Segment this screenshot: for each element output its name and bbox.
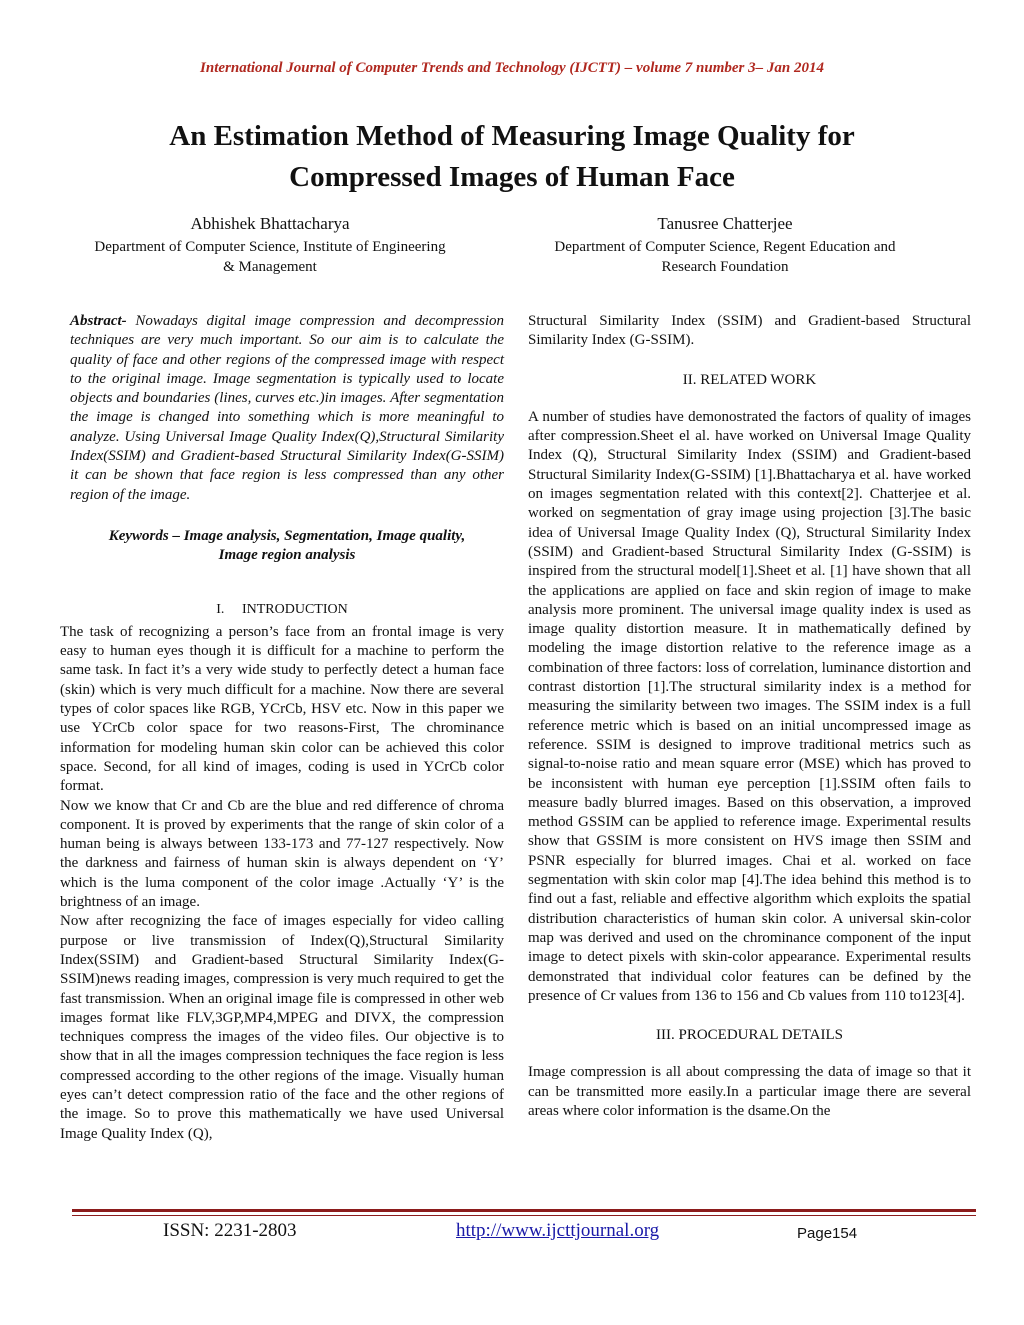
author-affiliation: Department of Computer Science, Regent Education and (554, 239, 896, 255)
author-name: Tanusree Chatterjee (657, 214, 793, 233)
title-line-1: An Estimation Method of Measuring Image Quality for (169, 120, 855, 152)
keywords-line-2: Image region analysis (218, 547, 356, 564)
section-initial: I (241, 601, 247, 617)
footer-issn: ISSN: 2231-2803 (163, 1220, 297, 1241)
left-column (60, 312, 504, 1144)
author-block-1 (70, 214, 470, 277)
related-work-text: A number of studies have demonostrated the factors of quality of images after compression.Sheet el al. have worked on Universal Image Quality Index (Q), Structural Similarity Index (SSIM) and Gradient-based Structural Similarity Index(G-SSIM) [1].Bhattacharya et al. have worked on images segmentation related with this context[2]. Chatterjee et al. worked on segmentation of gray image using projection [3].The basic idea of Universal Image Quality Index (Q), Structural Similarity Index (SSIM) and Gradient-based Structural Similarity Index (G-SSIM) is inspired from the structural model[1].Sheet et al. [1] have shown that all the applications are applied on face and skin region of image to make analysis more prominent. The universal image quality index is used as image quality distortion measure. It in mathematically defined by modeling the image distortion relative to the reference image as a combination of three factors: loss of correlation, luminance distortion and contrast distortion [1].The structural similarity index is a method for measuring the similarity between two images. The SSIM index is a full reference metric which is based on an initial uncompressed image as reference. SSIM is designed to improve traditional metrics such as signal-to-noise ratio and mean square error (MSE) which has proved to be inconsistent with human eye perception [1].SSIM often fails to measure badly blurred images. Based on this observation, a improved method GSSIM can be applied to reference image. Experimental results show that GSSIM is more consistent on HVS image then SSIM and PSNR especially for blurred images. Chai et al. worked on face segmentation with skin color map [4].The idea behind this method is to find out a fast, reliable and effective algorithm which exploits the spatial distribution characteristics of human skin color. A universal skin-color map was derived and used on the chrominance component of the input image to detect pixels with skin-color appearance. Experimental results demonstrated that individual color features can be defined by the presence of Cr values from 136 to 156 and Cb values from 110 to123[4]. (528, 408, 971, 1004)
journal-header: International Journal of Computer Trends and Technology (IJCTT) – volume 7 number 3– Jan 2014 (200, 60, 824, 76)
author-affiliation: Research Foundation (661, 259, 789, 275)
right-column (528, 312, 971, 1121)
intro-continuation: Structural Similarity Index (SSIM) and Gradient-based Structural Similarity Index (G-SSIM). (528, 313, 971, 349)
footer-journal-link[interactable]: http://www.ijcttjournal.org (456, 1220, 660, 1241)
footer-divider (72, 1209, 976, 1216)
abstract-text: Nowadays digital image compression and decompression techniques are very much important. So our aim is to calculate the quality of face and other regions of the compressed image with respect to the original image. Image segmentation is typically used to locate objects and boundaries (lines, curves etc.)in images. After segmentation the image is changed into something which is more meaningful to analyze. Using Universal Image Quality Index(Q),Structural Similarity Index(SSIM) and Gradient-based Structural Similarity Index(G-SSIM) it can be shown that face region is less compressed than any other region of the image. (70, 313, 504, 503)
procedural-text: Image compression is all about compressing the data of image so that it can be transmitted more easily.In a particular image there are several areas where color information is the dsame.On the (528, 1064, 971, 1119)
section-title-rest: NTRODUCTION (246, 601, 348, 617)
intro-paragraph-1: The task of recognizing a person’s face from an frontal image is very easy to human eyes though it is difficult for a machine to perform the same task. In fact it’s a very wide study to perfectly detect a human face (skin) which is very much difficult for a machine. Now there are several types of color spaces like RGB, YCrCb, HSV etc. Now in this paper we use YCrCb color space for two reasons-First, The chrominance information for modeling human skin color can be achieved this color space. Second, for all kind of images, coding is used in YCrCb color format. (60, 623, 504, 795)
author-name: Abhishek Bhattacharya (190, 214, 350, 233)
abstract (60, 312, 504, 505)
author-block-2 (525, 214, 925, 277)
abstract-label: Abstract- (70, 313, 127, 329)
keywords (60, 527, 504, 566)
intro-paragraph-3: Now after recognizing the face of images especially for video calling purpose or live transmission of Index(Q),Structural Similarity Index(SSIM) and Gradient-based Structural Similarity Index(G-SSIM)news reading images, compression is very much required to get the fast transmission. When an original image file is compressed in other web images format like FLV,3GP,MP4,MPEG and DIVX, the compression techniques compress the images of the video files. Our objective is to show that in all the images compression techniques the face region is less compressed according to the other regions of the image. Visually human eyes can’t detect compression ratio of the face and the other regions of the image. So to prove this mathematically we have used Universal Image Quality Index (Q), (60, 913, 504, 1142)
author-affiliation: Department of Computer Science, Institute of Engineering (94, 239, 446, 255)
section-heading-related-work: II. RELATED WORK (682, 371, 817, 388)
paper-title (100, 116, 924, 198)
author-affiliation: & Management (223, 259, 317, 275)
keywords-line-1: Keywords – Image analysis, Segmentation, Image quality, (108, 527, 466, 544)
title-line-2: Compressed Images of Human Face (289, 161, 735, 193)
section-heading-procedural-details: III. PROCEDURAL DETAILS (656, 1027, 843, 1044)
footer-page-number: Page154 (797, 1225, 858, 1242)
section-heading-introduction (60, 600, 504, 619)
section-number: I. (216, 601, 225, 617)
intro-paragraph-2: Now we know that Cr and Cb are the blue and red difference of chroma component. It is proved by experiments that the range of skin color of a human being is always between 133-173 and 77-127 respectively. Now the darkness and fairness of human skin is always dependent on ‘Y’ which is the luma component of the color image .Actually ‘Y’ is the brightness of an image. (60, 797, 504, 911)
